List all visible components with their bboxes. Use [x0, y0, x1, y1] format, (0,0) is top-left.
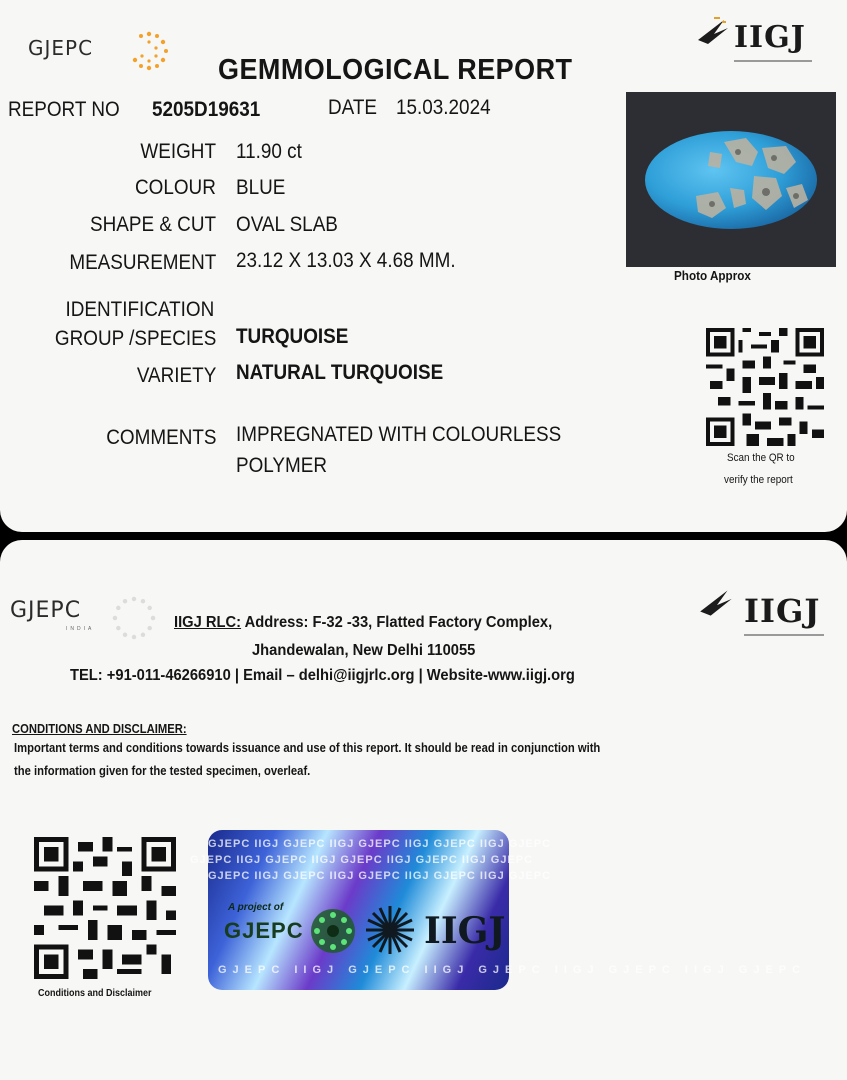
- hologram-pattern-row2: GJEPC IIGJ GJEPC IIGJ GJEPC IIGJ GJEPC IIGJ GJEPC: [190, 854, 534, 866]
- variety-value: NATURAL TURQUOISE: [236, 361, 444, 384]
- shape-cut-value: OVAL SLAB: [236, 213, 338, 236]
- report-no-value: 5205D19631: [152, 98, 261, 121]
- conditions-line1: Important terms and conditions towards issuance and use of this report. It should be read in conjunction with: [14, 741, 601, 755]
- qr-caption-back: Conditions and Disclaimer: [38, 988, 152, 999]
- gjepc-logo-text: GJEPC: [10, 598, 82, 623]
- weight-value: 11.90 ct: [236, 140, 302, 163]
- colour-label: COLOUR: [135, 176, 216, 199]
- hologram-pattern-row3: GJEPC IIGJ GJEPC IIGJ GJEPC IIGJ GJEPC IIGJ GJEPC: [208, 870, 552, 882]
- iigj-logo-text: IIGJ: [734, 20, 806, 55]
- variety-label: VARIETY: [136, 364, 216, 387]
- hologram-sunburst-icon: [308, 906, 358, 956]
- group-species-label: GROUP /SPECIES: [54, 327, 216, 350]
- identification-label: IDENTIFICATION: [65, 298, 214, 321]
- iigj-logo: [690, 14, 820, 64]
- security-hologram: [190, 830, 807, 990]
- hologram-rosette-icon: [362, 902, 418, 958]
- iigj-logo-underline: [744, 634, 824, 636]
- photo-caption: Photo Approx: [674, 268, 751, 283]
- qr-code-icon: [34, 837, 176, 979]
- date-label: DATE: [328, 96, 378, 119]
- iigj-logo-text: IIGJ: [744, 592, 821, 630]
- measurement-label: MEASUREMENT: [68, 251, 216, 274]
- sunburst-icon: [124, 26, 174, 76]
- hologram-iigj-text: IIGJ: [424, 910, 506, 952]
- address-line1: [174, 614, 552, 632]
- qr-code-icon: [706, 328, 824, 446]
- iigj-logo-underline: [734, 60, 812, 62]
- verify-qr-code[interactable]: [706, 328, 824, 446]
- address-label: IIGJ RLC:: [174, 614, 242, 631]
- comments-value-line2: POLYMER: [236, 454, 328, 477]
- contact-line: TEL: +91-011-46266910 | Email – delhi@iigjrlc.org | Website-www.iigj.org: [70, 667, 575, 684]
- gjepc-logo-subtext: INDIA: [66, 626, 95, 632]
- hologram-pattern-row4: GJEPC IIGJ GJEPC IIGJ GJEPC IIGJ GJEPC IIGJ GJEPC: [218, 964, 807, 976]
- conditions-qr-code[interactable]: [34, 837, 176, 979]
- report-title: GEMMOLOGICAL REPORT: [218, 54, 573, 86]
- report-card-front: [0, 0, 847, 532]
- gjepc-logo: [28, 34, 178, 74]
- iigj-bird-icon: [696, 586, 738, 618]
- hologram-tag: A project of: [228, 902, 284, 913]
- weight-label: WEIGHT: [140, 140, 216, 163]
- conditions-heading: CONDITIONS AND DISCLAIMER:: [12, 722, 187, 736]
- date-value: 15.03.2024: [396, 96, 491, 119]
- qr-caption-line1: Scan the QR to: [727, 452, 795, 464]
- group-species-value: TURQUOISE: [236, 325, 349, 348]
- turquoise-stone-image: [626, 92, 836, 267]
- hologram-pattern-row1: GJEPC IIGJ GJEPC IIGJ GJEPC IIGJ GJEPC IIGJ GJEPC: [208, 838, 552, 850]
- sunburst-icon: [106, 590, 162, 646]
- iigj-logo-back: [686, 582, 826, 642]
- iigj-bird-icon: [694, 16, 734, 46]
- gjepc-logo-back: [10, 594, 170, 644]
- gjepc-logo-text: GJEPC: [28, 36, 94, 60]
- comments-value-line1: IMPREGNATED WITH COLOURLESS: [236, 423, 562, 446]
- qr-caption-line2: verify the report: [724, 474, 793, 486]
- hologram-gjepc-text: GJEPC: [224, 918, 304, 943]
- conditions-line2: the information given for the tested specimen, overleaf.: [14, 764, 311, 778]
- address-line2: Jhandewalan, New Delhi 110055: [252, 642, 476, 659]
- comments-label: COMMENTS: [105, 426, 216, 449]
- gem-photo: [626, 92, 836, 267]
- shape-cut-label: SHAPE & CUT: [89, 213, 216, 236]
- colour-value: BLUE: [236, 176, 286, 199]
- measurement-value: 23.12 X 13.03 X 4.68 MM.: [236, 249, 456, 272]
- report-no-label: REPORT NO: [8, 98, 120, 121]
- report-card-back: [0, 540, 847, 1080]
- address-text: Address: F-32 -33, Flatted Factory Complex,: [244, 614, 553, 631]
